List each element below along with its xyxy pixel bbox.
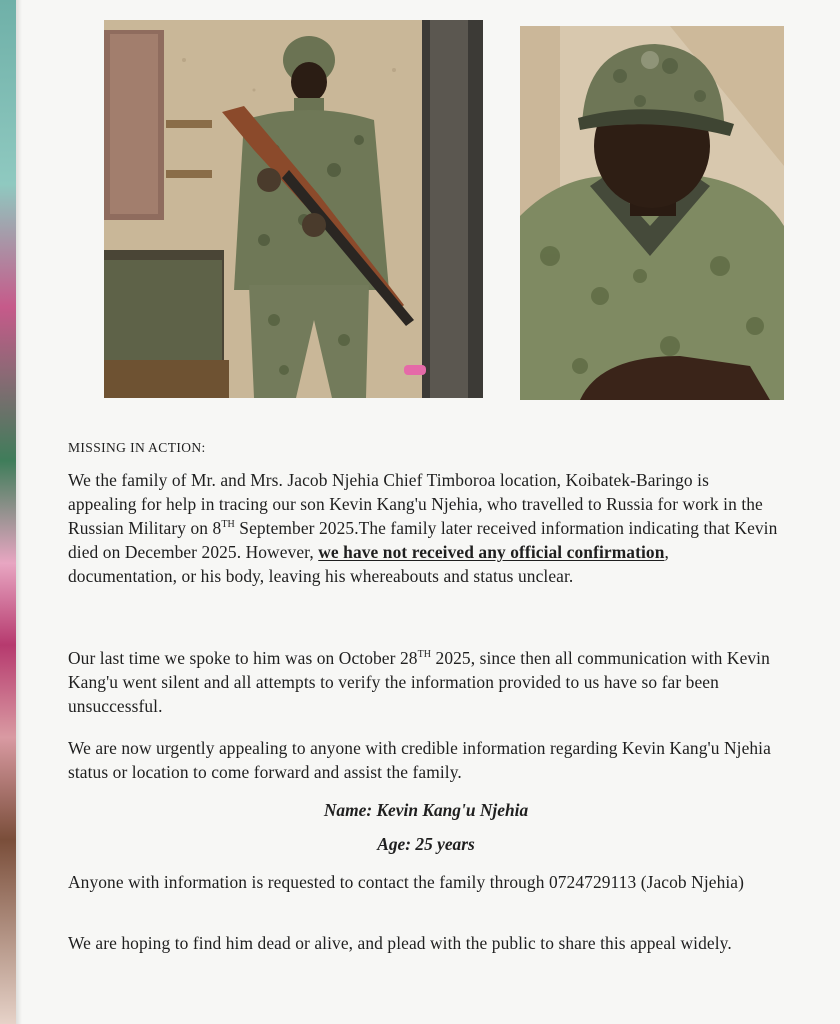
appeal-paragraph-1 xyxy=(68,468,778,588)
appeal-text-part: Our last time we spoke to him was on October 28 xyxy=(68,648,418,668)
appeal-paragraph-3: We are now urgently appealing to anyone with credible information regarding Kevin Kang'u Njehia status or location to come forward and assist the family. xyxy=(68,738,771,782)
soldier-selfie-photo xyxy=(520,26,784,400)
no-confirmation-emphasis: we have not received any official confirmation xyxy=(318,542,665,562)
background-collage-strip xyxy=(0,0,16,1024)
appeal-text-part: , documentation, or his body, leaving his whereabouts and status unclear. xyxy=(68,542,669,586)
missing-person-age: Age: 25 years xyxy=(377,834,475,854)
soldier-with-rifle-photo xyxy=(104,20,483,398)
contact-paragraph: Anyone with information is requested to contact the family through 0724729113 (Jacob Njehia) xyxy=(68,872,745,892)
missing-person-name: Name: Kevin Kang'u Njehia xyxy=(323,800,529,820)
closing-paragraph: We are hoping to find him dead or alive, and plead with the public to share this appeal widely. xyxy=(68,933,732,953)
appeal-text-part: We the family of Mr. and Mrs. Jacob Njehia Chief Timboroa location, Koibatek-Baringo is appealing for help in tracing our son Kevin Kang'u Njehia, who travelled to Russia for work in the Russian Military on 8 xyxy=(68,470,763,538)
appeal-text-part: 2025, since then all communication with Kevin Kang'u went silent and all attempts to verify the information provided to us have so far been unsuccessful. xyxy=(68,648,770,716)
date-superscript: TH xyxy=(417,649,432,660)
appeal-text-part: September 2025.The family later received information indicating that Kevin died on December 2025. However, xyxy=(68,518,778,562)
date-superscript: TH xyxy=(221,519,235,530)
appeal-paragraph-2 xyxy=(68,646,778,718)
missing-in-action-label: MISSING IN ACTION: xyxy=(68,440,206,455)
page-edge-shadow xyxy=(16,0,22,1024)
